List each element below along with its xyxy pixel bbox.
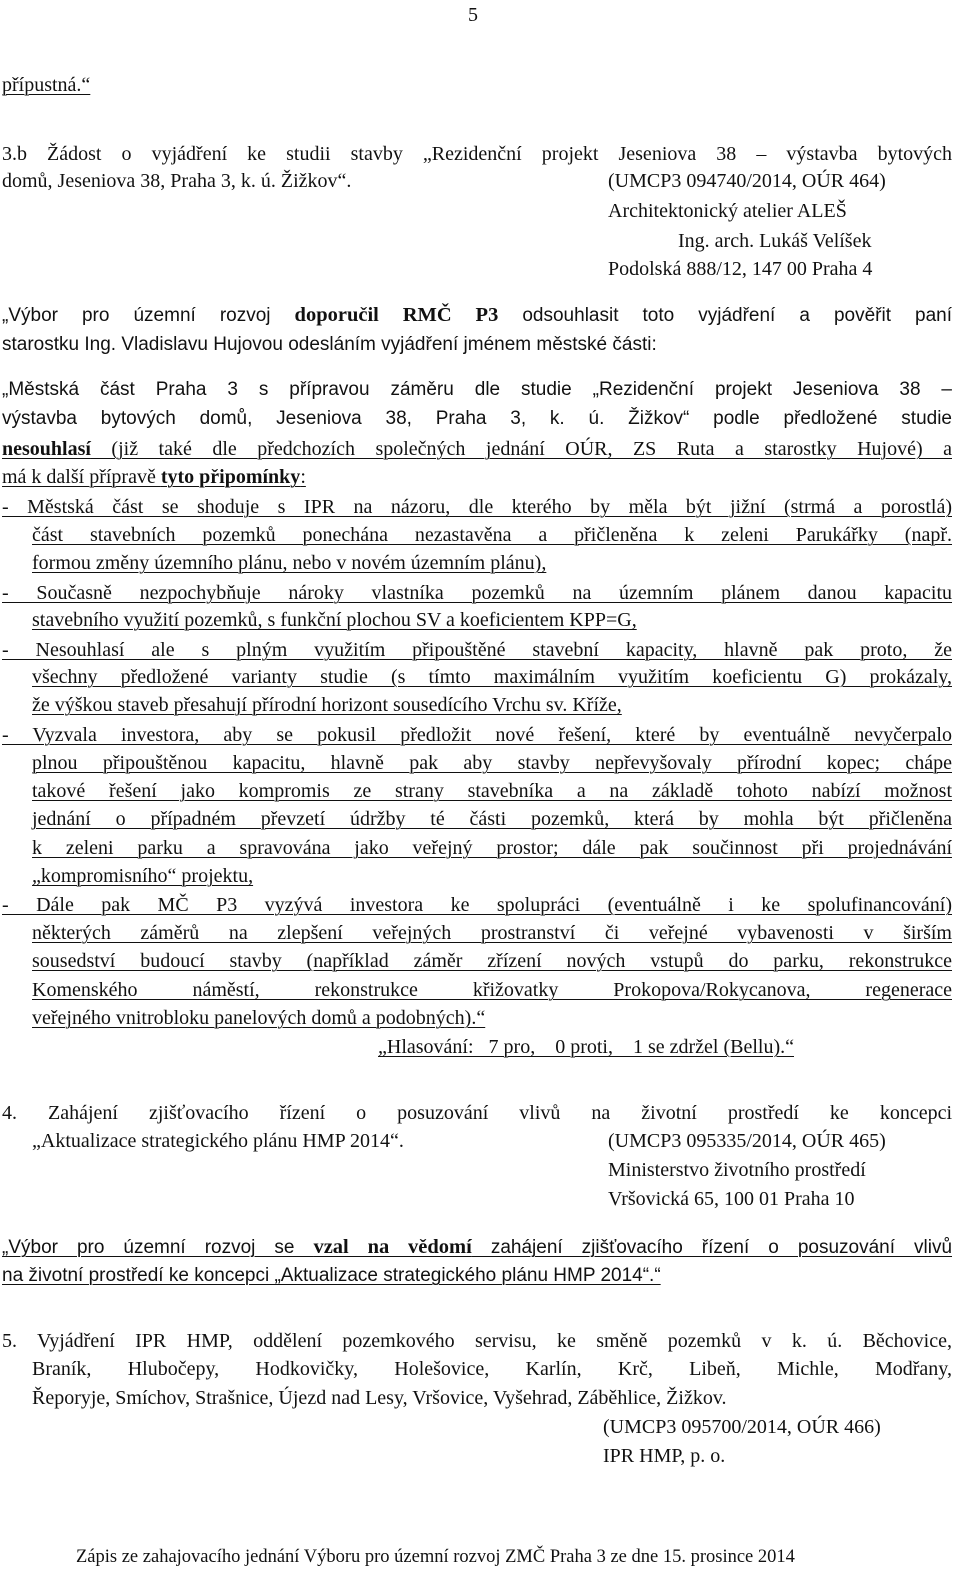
item-4-reference: (UMCP3 095335/2014, OÚR 465): [608, 1130, 886, 1152]
item-3b-reference: (UMCP3 094740/2014, OÚR 464): [608, 170, 886, 192]
item-3b-title-line2: domů, Jeseniova 38, Praha 3, k. ú. Žižkov“.: [2, 170, 352, 192]
bullet-5-line1: - Dále pak MČ P3 vyzývá investora ke spolupráci (eventuálně i ke spolufinancování): [2, 894, 952, 916]
item-5-title-line1: 5. Vyjádření IPR HMP, oddělení pozemkového servisu, ke směně pozemků v k. ú. Běchovice,: [2, 1330, 952, 1352]
item-3b-title-line1: 3.b Žádost o vyjádření ke studii stavby „Rezidenční projekt Jeseniova 38 – výstavba bytových: [2, 143, 952, 165]
bullet-5-line2: některých záměrů na zlepšení veřejných prostranství či veřejné vybavenosti v širším: [32, 922, 952, 944]
vote-result: „Hlasování: 7 pro, 0 proti, 1 se zdržel (Bellu).“: [378, 1036, 794, 1058]
statement-line2: výstavba bytových domů, Jeseniova 38, Praha 3, k. ú. Žižkov“ podle předložené studie: [2, 408, 952, 429]
resolution-3b-line1: „Výbor pro územní rozvoj doporučil RMČ P3 odsouhlasit toto vyjádření a pověřit paní: [2, 304, 952, 326]
previous-text-end: přípustná.“: [2, 74, 91, 96]
resolution-4-line1: „Výbor pro územní rozvoj se vzal na vědomí zahájení zjišťovacího řízení o posuzování vlivů: [2, 1236, 953, 1258]
bullet-4-line5: k zeleni parku a spravována jako veřejný prostor; dále pak součinnost při projednávání: [32, 837, 952, 859]
bullet-1-line3: formou změny územního plánu, nebo v novém územním plánu),: [32, 552, 547, 574]
item-5-reference: (UMCP3 095700/2014, OÚR 466): [603, 1416, 881, 1438]
bullet-1-line1: - Městská část se shoduje s IPR na názoru, dle kterého by měla být jižní (strmá a porostlá): [2, 496, 952, 518]
statement-line4: má k další přípravě tyto připomínky:: [2, 466, 306, 488]
bullet-2-line1: - Současně nezpochybňuje nároky vlastníka pozemků na územním plánem danou kapacitu: [2, 582, 952, 604]
item-4-submitter: Ministerstvo životního prostředí: [608, 1159, 866, 1181]
bullet-5-line3: sousedství budoucí stavby (například záměr zřízení nových vstupů do parku, rekonstrukce: [32, 950, 952, 972]
resolution-4-line2: na životní prostředí ke koncepci „Aktualizace strategického plánu HMP 2014“.“: [2, 1265, 661, 1286]
item-5-title-line3: Řeporyje, Smíchov, Strašnice, Újezd nad Lesy, Vršovice, Vyšehrad, Záběhlice, Žižkov.: [32, 1387, 727, 1409]
item-3b-applicant-person: Ing. arch. Lukáš Velíšek: [678, 230, 872, 252]
page-footer: Zápis ze zahajovacího jednání Výboru pro územní rozvoj ZMČ Praha 3 ze dne 15. prosince 2014: [76, 1547, 795, 1567]
statement-line1: „Městská část Praha 3 s přípravou záměru dle studie „Rezidenční projekt Jeseniova 38 –: [2, 379, 952, 400]
item-5-title-line2: Braník, Hlubočepy, Hodkovičky, Holešovice, Karlín, Krč, Libeň, Michle, Modřany,: [32, 1358, 952, 1380]
page-number: 5: [468, 4, 478, 26]
bullet-4-line4: jednání o případném převzetí údržby té části pozemků, která by mohla být přičleněna: [32, 808, 952, 830]
bullet-4-line1: - Vyzvala investora, aby se pokusil předložit nové řešení, které by eventuálně nevyčerpalo: [2, 724, 952, 746]
bullet-1-line2: část stavebních pozemků ponechána nezastavěna a přičleněna k zeleni Parukářky (např.: [32, 524, 952, 546]
bullet-3-line1: - Nesouhlasí ale s plným využitím připouštěné stavební kapacity, hlavně pak proto, že: [2, 639, 952, 661]
item-4-address: Vršovická 65, 100 01 Praha 10: [608, 1188, 855, 1210]
item-4-title-line2: „Aktualizace strategického plánu HMP 2014“.: [32, 1130, 404, 1152]
bullet-2-line2: stavebního využití pozemků, s funkční plochou SV a koeficientem KPP=G,: [32, 609, 637, 631]
item-5-submitter: IPR HMP, p. o.: [603, 1445, 726, 1467]
bullet-5-line4: Komenského náměstí, rekonstrukce křižovatky Prokopova/Rokycanova, regenerace: [32, 979, 952, 1001]
bullet-4-line2: plnou připouštěnou kapacitu, hlavně pak aby stavby nepřevyšovaly přírodní kopec; chápe: [32, 752, 952, 774]
item-3b-applicant-address: Podolská 888/12, 147 00 Praha 4: [608, 258, 873, 280]
resolution-3b-line2: starostku Ing. Vladislavu Hujovou odesláním vyjádření jménem městské části:: [2, 334, 657, 355]
bullet-5-line5: veřejného vnitrobloku panelových domů a podobných).“: [32, 1007, 486, 1029]
item-3b-applicant-name: Architektonický atelier ALEŠ: [608, 200, 847, 222]
statement-line3: nesouhlasí (již také dle předchozích společných jednání OÚR, ZS Ruta a starostky Hujové) a: [2, 438, 952, 460]
bullet-3-line2: všechny předložené varianty studie (s tímto maximálním využitím koeficientu G) prokázaly,: [32, 666, 952, 688]
item-4-title-line1: 4. Zahájení zjišťovacího řízení o posuzování vlivů na životní prostředí ke koncepci: [2, 1102, 952, 1124]
bullet-3-line3: že výškou staveb přesahují přírodní horizont sousedícího Vrchu sv. Kříže,: [32, 694, 622, 716]
bullet-4-line6: „kompromisního“ projektu,: [32, 865, 254, 887]
bullet-4-line3: takové řešení jako kompromis ze strany stavebníka a na základě tohoto nabízí možnost: [32, 780, 952, 802]
